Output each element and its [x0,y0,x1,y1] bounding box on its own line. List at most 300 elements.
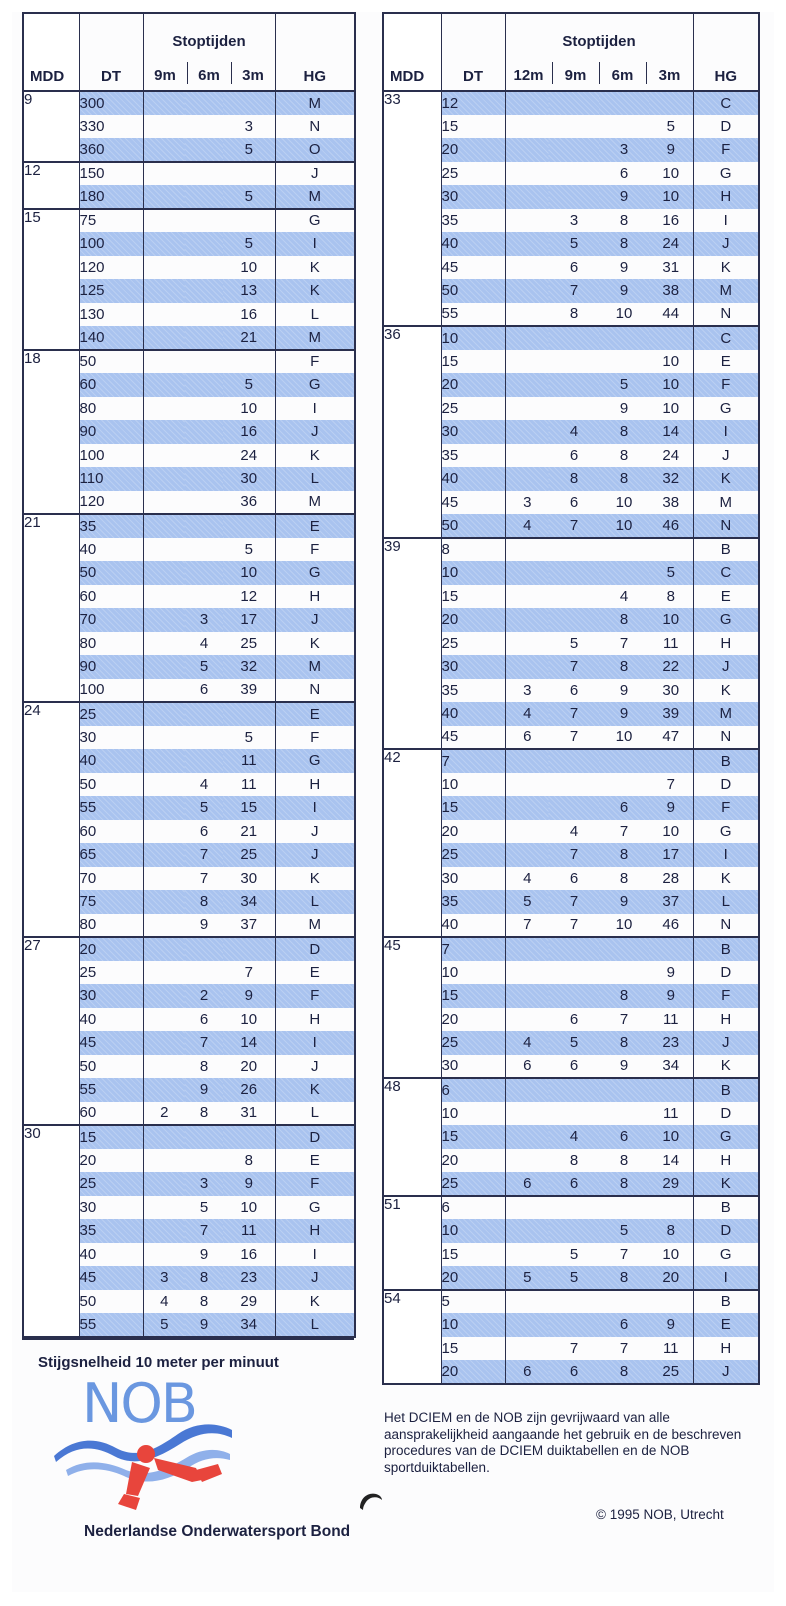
stop-time-cell: 16 [240,305,258,323]
stop-time-cell [505,232,549,256]
dt-cell: 40 [79,1243,143,1267]
stop-time-cell: 10 [599,303,649,327]
stop-time-cell: 34 [223,1313,275,1337]
hg-cell: K [693,467,759,491]
dt-cell: 60 [79,1102,143,1126]
stop-time-cell: 10 [240,258,258,276]
dt-cell: 55 [441,303,505,327]
dt-cell: 50 [79,1055,143,1079]
mdd-cell: 33 [383,91,441,326]
stop-time-cell [505,1337,549,1361]
stop-time-cell [549,773,599,797]
hg-cell: G [275,749,355,773]
hg-cell: L [275,1102,355,1126]
dt-cell: 25 [441,162,505,186]
hg-cell: K [275,1078,355,1102]
dt-cell: 15 [441,350,505,374]
stop-time-cell: 8 [599,467,649,491]
stop-time-cell: 6 [505,1360,549,1384]
stop-time-cell: 6 [549,1055,599,1079]
stop-time-cell [143,1078,185,1102]
stop-time-cell [143,702,185,726]
stop-time-cell [505,397,549,421]
stop-time-cell: 7 [185,843,223,867]
stop-time-cell: 15 [223,796,275,820]
stop-time-cell: 9 [599,702,649,726]
stop-time-cell: 32 [223,655,275,679]
dt-cell: 7 [441,937,505,961]
stop-time-cell [505,749,549,773]
hg-cell: B [693,538,759,562]
dt-cell: 60 [79,585,143,609]
stop-time-cell: 5 [185,655,223,679]
stop-time-cell: 8 [549,467,599,491]
stop-time-cell [185,726,223,750]
stop-time-cell [185,585,223,609]
table-row [383,1078,759,1102]
stop-time-cell [143,984,185,1008]
stop-time-cell [549,397,599,421]
hg-cell: K [275,279,355,303]
stop-time-cell [185,397,223,421]
stop-time-cell: 9 [619,681,629,699]
copyright-text: © 1995 NOB, Utrecht [596,1507,724,1522]
hg-cell: M [693,491,759,515]
stop-time-cell: 8 [666,587,675,605]
stop-header-9m: 9m [154,67,176,84]
stop-time-cell: 5 [244,728,253,746]
stop-time-cell [143,115,185,139]
hg-cell: H [693,185,759,209]
hg-cell: K [693,679,759,703]
stop-time-cell [549,185,599,209]
stop-time-cell [505,138,549,162]
stop-time-cell [549,749,599,773]
stop-time-cell: 4 [505,514,549,538]
stop-time-cell: 9 [619,399,629,417]
dt-cell: 12 [441,91,505,115]
hg-cell: B [693,1078,759,1102]
table-row [23,350,355,374]
stop-time-cell: 46 [649,514,693,538]
stop-time-cell [505,467,549,491]
mdd-cell: 27 [23,937,79,1125]
stop-time-cell [549,350,599,374]
stop-time-cell: 10 [649,608,693,632]
hg-cell: K [275,444,355,468]
dt-cell: 40 [441,467,505,491]
hg-cell: G [693,1125,759,1149]
hg-cell: G [693,1243,759,1267]
stop-time-cell: 6 [199,822,209,840]
stop-time-cell: 5 [649,561,693,585]
stop-time-cell [143,1243,185,1267]
stop-time-cell: 4 [549,1125,599,1149]
dt-cell: 50 [79,1290,143,1314]
stop-time-cell: 10 [662,1245,680,1263]
stop-time-cell: 7 [549,843,599,867]
stop-time-cell: 9 [223,984,275,1008]
stop-time-cell [143,1125,185,1149]
stop-time-cell [549,115,599,139]
stop-time-cell [185,279,223,303]
stop-time-cell: 5 [569,634,579,652]
stop-time-cell [549,1078,599,1102]
table-row [383,538,759,562]
stop-time-cell [505,608,549,632]
hg-cell: M [275,914,355,938]
hg-cell: I [693,843,759,867]
stop-time-cell [143,303,185,327]
dt-cell: 10 [441,326,505,350]
stop-time-cell: 11 [223,1219,275,1243]
stop-time-cell [505,185,549,209]
stop-time-cell: 5 [199,1198,209,1216]
stop-time-cell [143,420,185,444]
hg-cell: N [275,679,355,703]
stop-time-cell [185,256,223,280]
stop-time-cell [599,1290,649,1314]
stop-time-cell [549,326,599,350]
hg-cell: J [275,1266,355,1290]
stop-time-cell [185,232,223,256]
stop-time-cell: 30 [223,467,275,491]
hg-cell: C [693,326,759,350]
dt-cell: 45 [441,491,505,515]
stop-time-cell [223,350,275,374]
stop-time-cell [185,373,223,397]
dt-cell: 130 [79,303,143,327]
stop-time-cell: 8 [185,1266,223,1290]
stop-time-cell [185,491,223,515]
stop-time-cell [549,561,599,585]
hg-cell: K [275,256,355,280]
stop-time-cell: 5 [569,1245,579,1263]
hg-cell: H [693,1337,759,1361]
stop-time-cell [143,867,185,891]
stop-time-cell [505,937,549,961]
stop-time-cell [143,162,185,186]
table-row [23,937,355,961]
hg-cell: M [693,702,759,726]
stop-time-cell: 8 [599,1266,649,1290]
stop-time-cell: 12 [240,587,258,605]
dt-cell: 70 [79,867,143,891]
stop-time-cell: 3 [143,1266,185,1290]
mdd-cell: 42 [383,749,441,937]
hg-cell: G [275,1196,355,1220]
dt-cell: 25 [441,1031,505,1055]
stop-time-cell: 9 [599,1055,649,1079]
stop-time-cell: 5 [244,540,253,558]
dt-cell: 10 [441,1313,505,1337]
mdd-header: MDD [23,13,79,91]
stop-time-cell [505,303,549,327]
hg-cell: H [275,1008,355,1032]
stop-time-cell [549,373,599,397]
hg-cell: K [275,632,355,656]
stop-time-cell: 5 [223,232,275,256]
dt-cell: 35 [441,679,505,703]
stop-time-cell: 11 [662,1104,679,1122]
hg-cell: B [693,1196,759,1220]
stop-time-cell: 10 [223,561,275,585]
stop-time-cell [505,843,549,867]
hg-cell: E [693,350,759,374]
mdd-cell: 12 [23,162,79,209]
stop-time-cell: 7 [199,869,209,887]
dt-cell: 80 [79,632,143,656]
stop-time-cell [505,561,549,585]
stop-time-cell [505,1125,549,1149]
stop-time-cell: 24 [240,446,258,464]
stop-time-cell: 8 [599,232,649,256]
left-footer-divider [22,1338,354,1340]
stop-time-cell [143,185,185,209]
hg-cell: H [275,1219,355,1243]
stop-time-cell: 7 [244,963,253,981]
stop-time-cell [505,256,549,280]
stop-time-cell [649,91,693,115]
right-header-row [383,13,759,91]
stop-time-cell: 4 [160,1292,169,1310]
dt-cell: 110 [79,467,143,491]
hg-cell: F [275,984,355,1008]
stop-time-cell [185,138,223,162]
dt-cell: 20 [441,1149,505,1173]
stop-time-cell: 14 [649,420,693,444]
dt-cell: 70 [79,608,143,632]
dt-cell: 40 [79,749,143,773]
stop-time-cell: 7 [666,775,675,793]
dt-cell: 10 [441,961,505,985]
stop-time-cell: 11 [223,749,275,773]
stop-time-cell [599,91,649,115]
stop-time-cell: 14 [662,1151,680,1169]
dt-cell: 80 [79,914,143,938]
hg-cell: F [275,726,355,750]
mdd-cell: 9 [23,91,79,162]
stop-time-cell [599,350,649,374]
stop-time-cell: 5 [549,1266,599,1290]
stop-time-cell [185,420,223,444]
dt-cell: 45 [441,726,505,750]
stop-time-cell: 8 [185,1102,223,1126]
stop-time-cell: 9 [619,258,629,276]
table-row [383,1196,759,1220]
stop-time-cell: 30 [240,869,258,887]
punch-hole-icon [356,1488,384,1516]
dt-cell: 90 [79,655,143,679]
mdd-cell: 51 [383,1196,441,1290]
stop-time-cell [505,1102,549,1126]
hg-cell: J [693,1031,759,1055]
stoptijden-title: Stoptijden [562,33,636,50]
table-row [383,1290,759,1314]
stop-time-cell [143,749,185,773]
stop-time-cell: 8 [599,984,649,1008]
stop-time-cell [143,1149,185,1173]
table-row [383,937,759,961]
stop-time-cell [143,232,185,256]
stop-time-cell [649,1078,693,1102]
dt-cell: 15 [441,1243,505,1267]
stop-time-cell: 10 [599,514,649,538]
dt-cell: 50 [441,279,505,303]
stop-time-cell [505,91,549,115]
stop-time-cell [143,1008,185,1032]
stop-time-cell [143,843,185,867]
stop-time-cell: 10 [662,164,680,182]
dt-cell: 100 [79,444,143,468]
stop-time-cell [185,350,223,374]
dt-header: DT [79,13,143,91]
mdd-cell: 24 [23,702,79,937]
stop-time-cell: 4 [199,634,209,652]
stop-time-cell: 4 [569,822,579,840]
hg-cell: E [275,702,355,726]
stop-time-cell: 38 [649,279,693,303]
stop-time-cell: 39 [223,679,275,703]
stop-time-cell: 5 [185,796,223,820]
mdd-cell: 39 [383,538,441,750]
stop-time-cell [599,115,649,139]
stop-time-cell: 8 [619,869,629,887]
dt-cell: 30 [441,420,505,444]
stop-time-cell: 5 [549,1031,599,1055]
stop-time-cell: 10 [649,1125,693,1149]
dt-cell: 5 [441,1290,505,1314]
hg-cell: H [275,773,355,797]
dt-cell: 35 [79,514,143,538]
stop-time-cell: 8 [619,211,629,229]
mdd-cell: 21 [23,514,79,702]
hg-cell: J [275,608,355,632]
diver-wave-icon [46,1378,236,1518]
hg-cell: F [693,796,759,820]
stop-time-cell [143,467,185,491]
dt-cell: 45 [79,1266,143,1290]
dt-cell: 15 [441,984,505,1008]
stop-time-cell: 36 [223,491,275,515]
stop-time-cell: 8 [619,446,629,464]
table-row [383,91,759,115]
dt-cell: 6 [441,1196,505,1220]
stop-time-cell: 20 [240,1057,258,1075]
stop-time-cell [143,679,185,703]
stop-time-cell: 6 [199,1010,209,1028]
stop-time-cell: 3 [599,138,649,162]
table-row [23,91,355,115]
stop-time-cell: 10 [615,493,633,511]
stop-time-cell [549,1313,599,1337]
hg-cell: J [275,820,355,844]
table-row [383,749,759,773]
stop-time-cell: 38 [662,493,680,511]
stop-time-cell [549,984,599,1008]
stop-time-cell [185,702,223,726]
hg-cell: K [275,1290,355,1314]
stop-time-cell: 8 [199,1057,209,1075]
hg-cell: D [693,115,759,139]
stop-time-cell: 44 [649,303,693,327]
stop-time-cell [599,326,649,350]
stop-time-cell [143,397,185,421]
hg-cell: B [693,749,759,773]
stop-time-cell: 9 [649,796,693,820]
stop-header-3m: 3m [646,62,693,84]
hg-cell: L [275,1313,355,1337]
stop-time-cell [143,632,185,656]
dt-cell: 50 [441,514,505,538]
stop-time-cell: 47 [649,726,693,750]
hg-cell: F [275,350,355,374]
hg-cell: G [275,561,355,585]
stop-time-cell [143,514,185,538]
stop-time-cell [505,1149,549,1173]
stop-time-cell [505,655,549,679]
stop-time-cell [505,1313,549,1337]
stop-time-cell [505,820,549,844]
hg-cell: D [275,1125,355,1149]
stop-time-cell [143,1219,185,1243]
stop-time-cell [185,162,223,186]
stop-time-cell: 4 [199,775,209,793]
stop-time-cell [505,1243,549,1267]
stop-time-cell: 6 [569,258,579,276]
stop-time-cell: 25 [649,1360,693,1384]
stop-time-cell: 7 [505,914,549,938]
stop-time-cell: 5 [666,117,675,135]
dt-cell: 140 [79,326,143,350]
stop-time-cell: 10 [240,1010,258,1028]
hg-cell: D [693,1102,759,1126]
hg-cell: J [693,1360,759,1384]
stop-time-cell [549,937,599,961]
stop-time-cell [649,749,693,773]
hg-cell: E [275,514,355,538]
stop-time-cell [599,961,649,985]
hg-cell: J [275,162,355,186]
stop-time-cell [549,91,599,115]
dt-cell: 35 [79,1219,143,1243]
dt-cell: 10 [441,1219,505,1243]
stop-time-cell: 4 [505,1031,549,1055]
hg-cell: M [275,185,355,209]
stop-time-cell [549,1196,599,1220]
stop-time-cell: 28 [662,869,680,887]
stop-time-cell: 31 [223,1102,275,1126]
dt-cell: 30 [441,1055,505,1079]
hg-cell: D [275,937,355,961]
hg-cell: K [693,256,759,280]
dt-cell: 25 [441,1172,505,1196]
hg-cell: G [693,397,759,421]
stop-time-cell [185,444,223,468]
stop-time-cell: 37 [649,890,693,914]
dive-table-right [382,12,760,1385]
hg-cell: K [693,867,759,891]
stop-time-cell: 8 [199,1292,209,1310]
dt-cell: 100 [79,679,143,703]
stop-header-6m: 6m [187,62,231,84]
stop-time-cell: 16 [223,420,275,444]
hg-cell: G [693,608,759,632]
stop-time-cell: 2 [143,1102,185,1126]
stop-time-cell [143,961,185,985]
stop-time-cell: 11 [662,634,679,652]
stop-time-cell [143,256,185,280]
